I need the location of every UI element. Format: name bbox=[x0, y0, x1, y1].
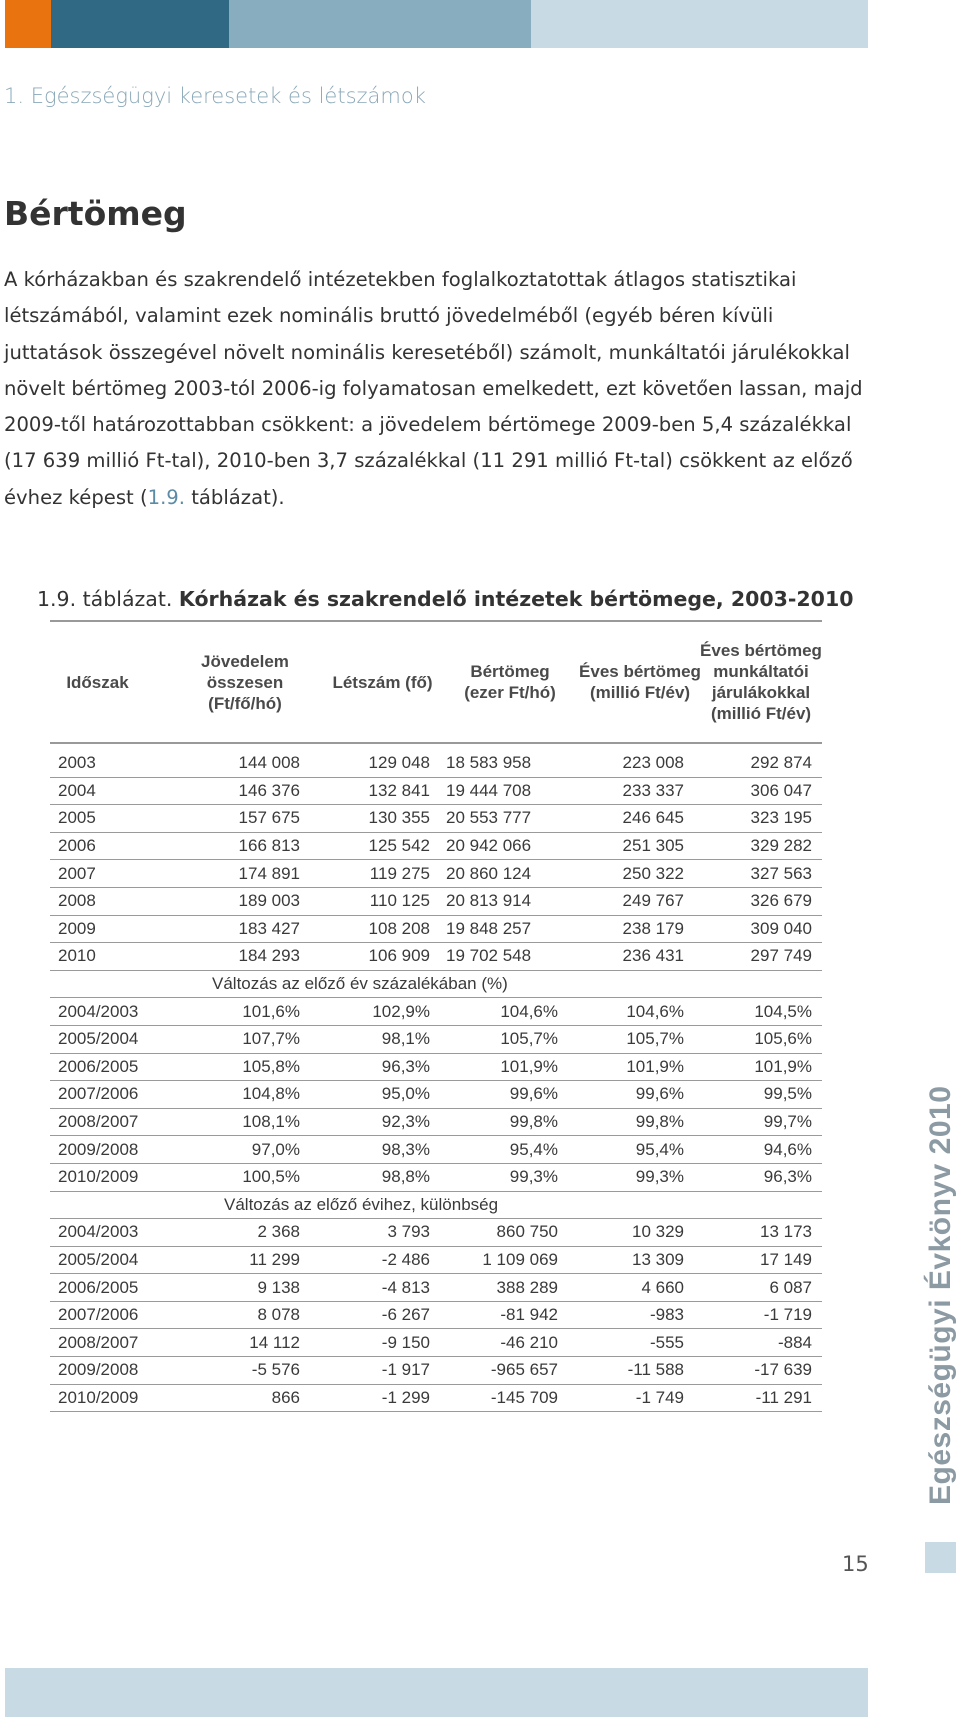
table-cell: 250 322 bbox=[622, 863, 684, 883]
table-row bbox=[50, 1302, 822, 1330]
table-header bbox=[50, 620, 822, 744]
table-cell: 130 355 bbox=[368, 808, 430, 828]
table-cell: 98,3% bbox=[381, 1139, 430, 1159]
header-bertomeg: Bértömeg (ezer Ft/hó) bbox=[464, 662, 556, 702]
table-row bbox=[50, 1247, 822, 1275]
top-bar-orange-segment bbox=[5, 0, 51, 48]
table-cell: 17 149 bbox=[760, 1249, 812, 1269]
table-cell: 2004/2003 bbox=[58, 1222, 139, 1242]
table-cell: 20 813 914 bbox=[446, 891, 532, 911]
table-cell: 2003 bbox=[58, 753, 96, 773]
top-color-bar bbox=[5, 0, 868, 48]
table-cell: 2 368 bbox=[257, 1222, 300, 1242]
subheading-label: Változás az előző évihez, különbség bbox=[224, 1194, 499, 1214]
table-cell: 4 660 bbox=[641, 1277, 684, 1297]
table-cell: -5 576 bbox=[251, 1360, 300, 1380]
table-cell: 292 874 bbox=[750, 753, 812, 773]
table-cell: 13 309 bbox=[632, 1249, 684, 1269]
page-number-square bbox=[925, 1542, 956, 1573]
table-reference-link[interactable]: 1.9. bbox=[147, 485, 185, 509]
table-cell: 110 125 bbox=[369, 891, 430, 911]
table-cell: 329 282 bbox=[750, 836, 812, 856]
table-cell: 326 679 bbox=[750, 891, 812, 911]
table-cell: 105,7% bbox=[626, 1029, 684, 1049]
table-cell: 92,3% bbox=[381, 1112, 430, 1132]
table-cell: 2008/2007 bbox=[58, 1332, 139, 1352]
table-cell: 8 078 bbox=[257, 1305, 300, 1325]
table-cell: 99,8% bbox=[509, 1112, 558, 1132]
table-row bbox=[50, 860, 822, 888]
table-cell: 129 048 bbox=[368, 753, 430, 773]
table-cell: 20 553 777 bbox=[446, 808, 532, 828]
table-cell: 104,5% bbox=[754, 1001, 812, 1021]
table-cell: 388 289 bbox=[496, 1277, 558, 1297]
table-cell: 3 793 bbox=[387, 1222, 430, 1242]
table-cell: 105,6% bbox=[754, 1029, 812, 1049]
table-cell: -1 719 bbox=[763, 1305, 812, 1325]
table-cell: 99,8% bbox=[635, 1112, 684, 1132]
page-heading: Bértömeg bbox=[4, 194, 187, 233]
table-cell: 94,6% bbox=[763, 1139, 812, 1159]
table-row bbox=[50, 805, 822, 833]
table-cell: 119 275 bbox=[369, 863, 430, 883]
table-cell: 246 645 bbox=[622, 808, 684, 828]
table-cell: 18 583 958 bbox=[446, 753, 532, 773]
table-cell: 104,8% bbox=[242, 1084, 300, 1104]
table-cell: 9 138 bbox=[257, 1277, 300, 1297]
table-cell: 297 749 bbox=[750, 946, 812, 966]
table-body bbox=[50, 750, 822, 1412]
table-cell: -11 291 bbox=[755, 1387, 812, 1407]
section-label: 1. Egészségügyi keresetek és létszámok bbox=[4, 84, 426, 108]
table-cell: 2007/2006 bbox=[58, 1084, 139, 1104]
table-cell: 189 003 bbox=[238, 891, 300, 911]
table-cell: 233 337 bbox=[622, 780, 684, 800]
top-bar-mid-blue-segment bbox=[229, 0, 531, 48]
table-cell: 2006 bbox=[58, 836, 96, 856]
table-cell: 104,6% bbox=[626, 1001, 684, 1021]
table-cell: -965 657 bbox=[490, 1360, 558, 1380]
table-cell: 98,8% bbox=[381, 1167, 430, 1187]
table-row bbox=[50, 1026, 822, 1054]
table-cell: 99,6% bbox=[635, 1084, 684, 1104]
table-cell: 108,1% bbox=[242, 1112, 300, 1132]
table-cell: -1 749 bbox=[635, 1387, 684, 1407]
table-cell: 101,6% bbox=[242, 1001, 300, 1021]
table-cell: -9 150 bbox=[381, 1332, 430, 1352]
table-cell: 99,7% bbox=[763, 1112, 812, 1132]
table-cell: 2006/2005 bbox=[58, 1277, 139, 1297]
table-cell: 101,9% bbox=[754, 1056, 812, 1076]
table-cell: 20 942 066 bbox=[446, 836, 532, 856]
table-cell: 238 179 bbox=[622, 918, 684, 938]
table-cell: 13 173 bbox=[760, 1222, 812, 1242]
table-cell: -6 267 bbox=[381, 1305, 430, 1325]
table-cell: 99,5% bbox=[763, 1084, 812, 1104]
table-cell: 174 891 bbox=[238, 863, 300, 883]
table-row bbox=[50, 1054, 822, 1082]
table-cell: 11 299 bbox=[249, 1249, 300, 1269]
table-cell: 866 bbox=[271, 1387, 300, 1407]
table-cell: 2009/2008 bbox=[58, 1360, 139, 1380]
caption-title: Kórházak és szakrendelő intézetek bértömege, 2003-2010 bbox=[178, 587, 854, 611]
table-cell: 108 208 bbox=[368, 918, 430, 938]
table-cell: 107,7% bbox=[242, 1029, 300, 1049]
bottom-color-bar bbox=[5, 1668, 868, 1717]
table-row bbox=[50, 1109, 822, 1137]
table-cell: 2009 bbox=[58, 918, 96, 938]
table-row bbox=[50, 1219, 822, 1247]
table-cell: 125 542 bbox=[368, 836, 430, 856]
table-cell: 106 909 bbox=[368, 946, 430, 966]
table-caption bbox=[37, 587, 853, 611]
table-cell: 157 675 bbox=[238, 808, 300, 828]
table-cell: 183 427 bbox=[238, 918, 300, 938]
header-jovedelem: Jövedelem összesen (Ft/fő/hó) bbox=[201, 651, 289, 713]
table-row bbox=[50, 1274, 822, 1302]
top-bar-dark-blue-segment bbox=[51, 0, 229, 48]
table-cell: -81 942 bbox=[500, 1305, 558, 1325]
body-paragraph bbox=[4, 262, 868, 516]
table-cell: 98,1% bbox=[381, 1029, 430, 1049]
table-row bbox=[50, 750, 822, 778]
table-cell: 2008/2007 bbox=[58, 1112, 139, 1132]
table-cell: 2005 bbox=[58, 808, 96, 828]
table-cell: 132 841 bbox=[368, 780, 430, 800]
table-cell: 2005/2004 bbox=[58, 1029, 139, 1049]
table-cell: 99,3% bbox=[635, 1167, 684, 1187]
table-subheading bbox=[50, 971, 822, 999]
table-cell: 249 767 bbox=[622, 891, 684, 911]
table-cell: 2005/2004 bbox=[58, 1249, 139, 1269]
header-letszam: Létszám (fő) bbox=[332, 672, 433, 692]
table-cell: 19 848 257 bbox=[446, 918, 532, 938]
table-cell: -983 bbox=[649, 1305, 684, 1325]
table-cell: 2010 bbox=[58, 946, 96, 966]
table-cell: -4 813 bbox=[381, 1277, 430, 1297]
header-eves-bertomeg-jarulek: Éves bértömeg munkáltatói járulákokkal (millió Ft/év) bbox=[700, 641, 822, 723]
table-cell: 323 195 bbox=[750, 808, 812, 828]
table-cell: 105,8% bbox=[242, 1056, 300, 1076]
table-cell: 99,6% bbox=[509, 1084, 558, 1104]
subheading-label: Változás az előző év százalékában (%) bbox=[212, 974, 508, 994]
table-cell: 96,3% bbox=[381, 1056, 430, 1076]
table-row bbox=[50, 1385, 822, 1413]
table-cell: 309 040 bbox=[750, 918, 812, 938]
table-row bbox=[50, 778, 822, 806]
table-cell: 146 376 bbox=[238, 780, 300, 800]
table-row bbox=[50, 888, 822, 916]
table-cell: 2007/2006 bbox=[58, 1305, 139, 1325]
table-row bbox=[50, 1329, 822, 1357]
table-cell: 97,0% bbox=[251, 1139, 300, 1159]
body-text-end: táblázat). bbox=[185, 485, 285, 509]
table-row bbox=[50, 1081, 822, 1109]
table-cell: 96,3% bbox=[763, 1167, 812, 1187]
table-cell: 184 293 bbox=[238, 946, 300, 966]
table-cell: -555 bbox=[649, 1332, 684, 1352]
table-cell: 2004/2003 bbox=[58, 1001, 139, 1021]
table-row bbox=[50, 916, 822, 944]
table-cell: -17 639 bbox=[754, 1360, 812, 1380]
table-cell: 19 702 548 bbox=[446, 946, 532, 966]
table-row bbox=[50, 833, 822, 861]
table-cell: -1 299 bbox=[381, 1387, 430, 1407]
table-cell: 2009/2008 bbox=[58, 1139, 139, 1159]
table-cell: 306 047 bbox=[750, 780, 812, 800]
table-row bbox=[50, 998, 822, 1026]
table-cell: -2 486 bbox=[381, 1249, 430, 1269]
table-cell: -884 bbox=[777, 1332, 812, 1352]
table-cell: 95,0% bbox=[381, 1084, 430, 1104]
table-row bbox=[50, 1164, 822, 1192]
table-cell: 144 008 bbox=[238, 753, 300, 773]
table-cell: 10 329 bbox=[632, 1222, 684, 1242]
table-row bbox=[50, 1357, 822, 1385]
table-cell: 6 087 bbox=[769, 1277, 812, 1297]
body-text-main: A kórházakban és szakrendelő intézetekben foglalkoztatottak átlagos statisztikai létszámából, valamint ezek nominális bruttó jövedelméből (egyéb béren kívüli juttatások összegével növelt nominális keresetéből) számolt, munkáltatói járulékokkal növelt bértömeg 2003-tól 2006-ig folyamatosan emelkedett, ezt követően lassan, majd 2009-től határozottabban csökkent: a jövedelem bértömege 2009-ben 5,4 százalékkal (17 639 millió Ft-tal), 2010-ben 3,7 százalékkal (11 291 millió Ft-tal) csökkent az előző évhez képest ( bbox=[4, 268, 863, 509]
table-cell: -46 210 bbox=[500, 1332, 558, 1352]
top-bar-light-blue-segment bbox=[531, 0, 868, 48]
table-cell: 2007 bbox=[58, 863, 96, 883]
table-cell: 105,7% bbox=[500, 1029, 558, 1049]
table-cell: -1 917 bbox=[381, 1360, 430, 1380]
table-cell: 1 109 069 bbox=[482, 1249, 558, 1269]
table-cell: -145 709 bbox=[490, 1387, 558, 1407]
table-cell: 2006/2005 bbox=[58, 1056, 139, 1076]
table-cell: 860 750 bbox=[496, 1222, 558, 1242]
header-eves-bertomeg: Éves bértömeg (millió Ft/év) bbox=[579, 662, 701, 702]
table-cell: 95,4% bbox=[635, 1139, 684, 1159]
caption-number: 1.9. táblázat. bbox=[37, 587, 173, 611]
table-cell: 102,9% bbox=[372, 1001, 430, 1021]
table-cell: 101,9% bbox=[500, 1056, 558, 1076]
wage-table bbox=[50, 620, 822, 1412]
table-cell: 223 008 bbox=[622, 753, 684, 773]
table-cell: 20 860 124 bbox=[446, 863, 532, 883]
table-cell: 104,6% bbox=[500, 1001, 558, 1021]
table-cell: 99,3% bbox=[509, 1167, 558, 1187]
table-row bbox=[50, 943, 822, 971]
table-row bbox=[50, 1136, 822, 1164]
header-idoszak: Időszak bbox=[66, 672, 129, 692]
table-subheading bbox=[50, 1192, 822, 1220]
table-cell: 95,4% bbox=[509, 1139, 558, 1159]
table-cell: 327 563 bbox=[750, 863, 812, 883]
page-number: 15 bbox=[842, 1552, 869, 1576]
table-cell: 2008 bbox=[58, 891, 96, 911]
table-cell: 251 305 bbox=[622, 836, 684, 856]
table-cell: -11 588 bbox=[627, 1360, 684, 1380]
table-cell: 19 444 708 bbox=[446, 780, 532, 800]
side-title: Egészségügyi Évkönyv 2010 bbox=[924, 1085, 957, 1505]
table-cell: 2004 bbox=[58, 780, 96, 800]
table-cell: 101,9% bbox=[626, 1056, 684, 1076]
table-cell: 236 431 bbox=[622, 946, 684, 966]
table-cell: 166 813 bbox=[238, 836, 300, 856]
table-cell: 2010/2009 bbox=[58, 1167, 139, 1187]
table-cell: 100,5% bbox=[242, 1167, 300, 1187]
table-cell: 2010/2009 bbox=[58, 1387, 139, 1407]
table-cell: 14 112 bbox=[249, 1332, 300, 1352]
